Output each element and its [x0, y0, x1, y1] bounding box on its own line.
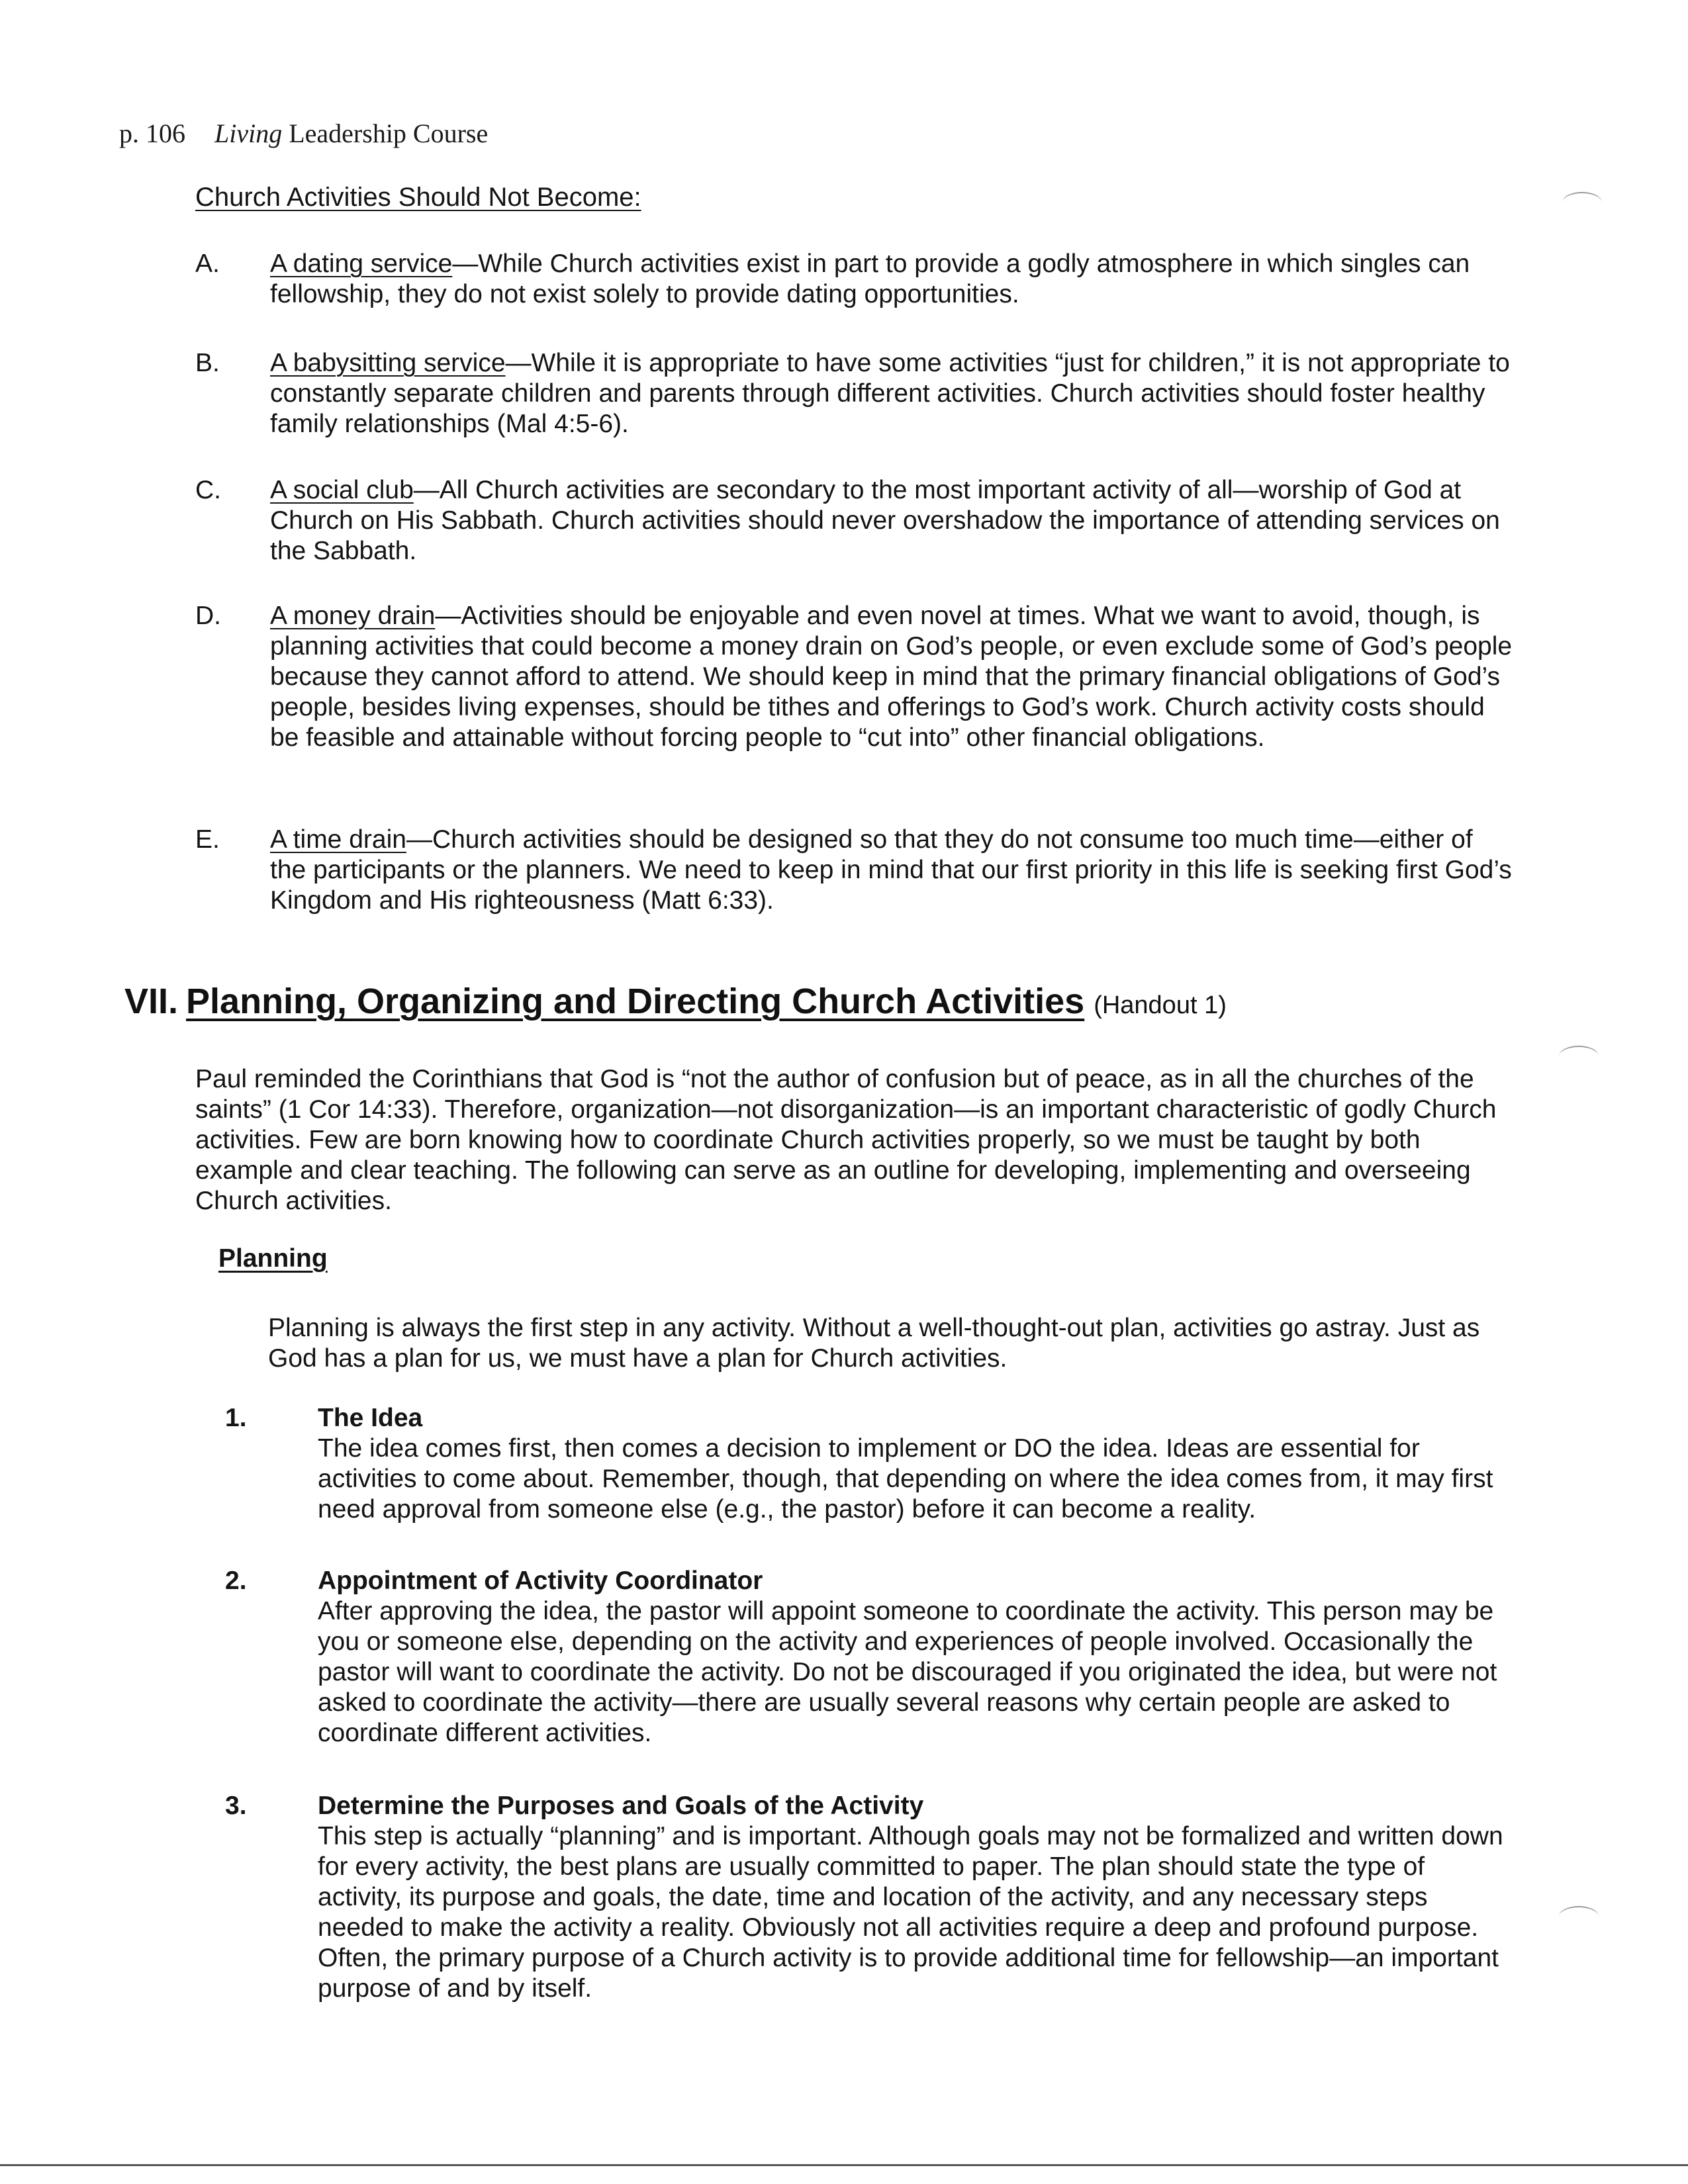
planning-heading: Planning: [218, 1244, 328, 1273]
list-letter: B.: [195, 349, 220, 377]
handout-label: (Handout 1): [1094, 991, 1227, 1019]
planning-step-1: [225, 1403, 1513, 1525]
step-text: This step is actually “planning” and is important. Although goals may not be formalized and written down for every activity, the best plans are usually committed to paper. The plan should state the type of activity, its purpose and goals, the date, time and location of the activity, and any necessary steps needed to make the activity a reality. Obviously not all activities require a deep and profound purpose. Often, the primary purpose of a Church activity is to provide additional time for fellowship—an important purpose of and by itself.: [318, 1822, 1503, 2003]
step-title: Appointment of Activity Coordinator: [318, 1567, 763, 1595]
list-item-b: [195, 348, 1513, 439]
planning-step-3: [225, 1791, 1513, 2004]
step-title: The Idea: [318, 1404, 423, 1432]
page-number: p. 106: [119, 118, 185, 148]
hole-punch-mark: [1559, 1046, 1599, 1067]
hole-punch-mark: [1562, 192, 1602, 213]
step-text: The idea comes first, then comes a decision to implement or DO the idea. Ideas are essential for activities to come about. Remember, though, that depending on where the idea comes from, it may first need approval from someone else (e.g., the pastor) before it can become a reality.: [318, 1434, 1493, 1524]
list-term: A money drain: [270, 602, 436, 630]
list-term: A social club: [270, 476, 414, 504]
page-header: [119, 118, 488, 149]
list-text: —Activities should be enjoyable and even novel at times. What we want to avoid, though, is planning activities that could become a money drain on God’s people, or even exclude some of God’s people because they cannot afford to attend. We should keep in mind that the primary financial obligations of God’s people, besides living expenses, should be tithes and offerings to God’s work. Church activity costs should be feasible and attainable without forcing people to “cut into” other financial obligations.: [270, 602, 1513, 752]
list-item-c: [195, 475, 1513, 567]
planning-step-2: [225, 1566, 1513, 1749]
list-item-e: [195, 825, 1513, 916]
step-title: Determine the Purposes and Goals of the Activity: [318, 1792, 924, 1820]
section-intro: Paul reminded the Corinthians that God is “not the author of confusion but of peace, as in all the churches of the saints” (1 Cor 14:33). Therefore, organization—not disorganization—is an important characteristic of godly Church activities. Few are born knowing how to coordinate Church activities properly, so we must be taught by both example and clear teaching. The following can serve as an outline for developing, implementing and overseeing Church activities.: [195, 1065, 1497, 1215]
list-term: A babysitting service: [270, 349, 506, 377]
list-letter: A.: [195, 250, 220, 278]
step-text: After approving the idea, the pastor will appoint someone to coordinate the activity. This person may be you or someone else, depending on the activity and experiences of people involved. Occasionally the pastor will want to coordinate the activity. Do not be discouraged if you originated the idea, but were not asked to coordinate the activity—there are usually several reasons why certain people are asked to coordinate different activities.: [318, 1597, 1497, 1747]
list-item-a: [195, 249, 1513, 310]
step-number: 3.: [225, 1792, 247, 1820]
list-letter: E.: [195, 825, 220, 854]
section-number: VII.: [124, 981, 179, 1021]
course-title-rest: Leadership Course: [282, 118, 489, 148]
step-number: 2.: [225, 1567, 247, 1595]
list-letter: D.: [195, 602, 221, 630]
planning-intro: Planning is always the first step in any activity. Without a well-thought-out plan, activities go astray. Just as God has a plan for us, we must have a plan for Church activities.: [268, 1314, 1480, 1373]
list-item-d: [195, 601, 1513, 753]
step-number: 1.: [225, 1404, 247, 1432]
section-title: Planning, Organizing and Directing Church Activities: [186, 981, 1085, 1021]
subheading: Church Activities Should Not Become:: [195, 183, 641, 212]
section-heading: [124, 981, 1227, 1022]
hole-punch-mark: [1559, 1906, 1599, 1927]
list-text: —While it is appropriate to have some activities “just for children,” it is not appropriate to constantly separate children and parents through different activities. Church activities should foster healthy family relationships (Mal 4:5-6).: [270, 349, 1510, 438]
scan-edge-line: [0, 2164, 1688, 2166]
list-text: —Church activities should be designed so that they do not consume too much time—either of the participants or the planners. We need to keep in mind that our first priority in this life is seeking first God’s Kingdom and His righteousness (Matt 6:33).: [270, 825, 1512, 915]
list-letter: C.: [195, 476, 221, 504]
list-text: —While Church activities exist in part to provide a godly atmosphere in which singles can fellowship, they do not exist solely to provide dating opportunities.: [270, 250, 1470, 308]
list-term: A dating service: [270, 250, 453, 278]
list-text: —All Church activities are secondary to the most important activity of all—worship of God at Church on His Sabbath. Church activities should never overshadow the importance of attending services on the Sabbath.: [270, 476, 1500, 565]
list-term: A time drain: [270, 825, 406, 854]
course-title-italic: Living: [214, 118, 283, 148]
